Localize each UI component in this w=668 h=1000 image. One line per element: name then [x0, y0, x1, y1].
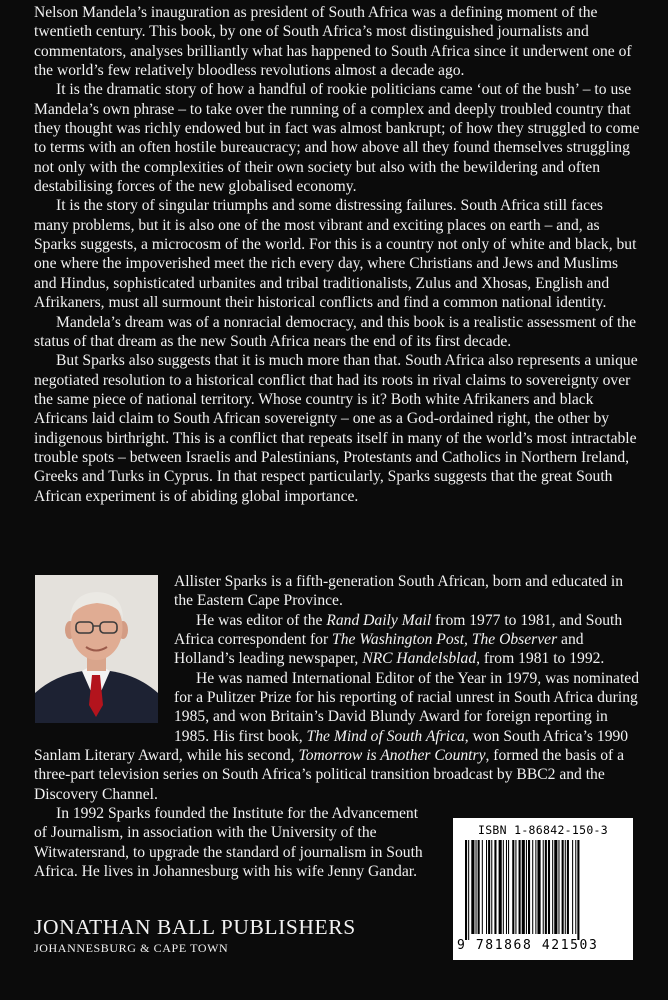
barcode-bar: [537, 840, 540, 934]
barcode-bar: [535, 840, 536, 934]
barcode-bar: [548, 840, 550, 934]
photo-wrap-spacer: [34, 572, 174, 727]
barcode-bar: [478, 840, 480, 934]
barcode-bar: [567, 840, 569, 934]
barcode-bar: [488, 840, 490, 934]
barcode-bar: [476, 840, 477, 934]
barcode-bar: [545, 840, 547, 934]
barcode-bar: [515, 840, 516, 934]
barcode-bar: [519, 840, 521, 934]
bio-p3-text-c: , won South Africa’s 1990 Sanlam Literary Award, while his second,: [34, 727, 629, 765]
bio-p2-title-rand-daily-mail: Rand Daily Mail: [326, 611, 432, 629]
blurb-paragraph-5: But Sparks also suggests that it is much more than that. South Africa also represents a unique negotiated resolution to a historical conflict that had its roots in rival claims to sovereignty over the same piece of national territory. Whose country is it? Both white Afrikaners and black Africans laid claim to South African sovereignty – one as a God-ordained right, the other by indigenous birthright. This is a conflict that repeats itself in many of the world’s most intractable trouble spots – between Israelis and Palestinians, Protestants and Catholics in Northern Ireland, Greeks and Turks in Cyprus. In that respect particularly, Sparks suggests that the great South African experiment is of abiding global importance.: [34, 352, 638, 505]
barcode-bar: [575, 840, 576, 934]
barcode-bar: [562, 840, 564, 934]
barcode-bar: [532, 840, 533, 934]
bio-paragraph-1: Allister Sparks is a fifth-generation South African, born and educated in the Eastern Cape Province.: [174, 573, 624, 610]
bio-p2-text-g: , from 1981 to 1992.: [476, 650, 605, 668]
bio-p2-text-c: from 1977 to 1981, and South Africa correspondent for: [174, 611, 623, 649]
bio-p3-text-e: , formed the basis of a three-part television series on South Africa’s political transition broadcast by BBC2 and the Discovery Channel.: [34, 747, 625, 803]
bio-p2-title-nrc-handelsblad: NRC Handelsblad: [362, 650, 477, 668]
barcode-bar: [522, 840, 525, 934]
isbn-barcode-box: [453, 818, 633, 960]
bio-p2-title-washington-post-observer: The Washington Post, The Observer: [332, 631, 558, 649]
barcode-bar: [526, 840, 527, 934]
blurb-paragraph-1: Nelson Mandela’s inauguration as president of South Africa was a defining moment of the twentieth century. This book, by one of South Africa’s most distinguished journalists and commentators, analyses brilliantly what has happened to South Africa since it underwent one of the world’s few relatively bloodless revolutions almost a decade ago.: [34, 4, 632, 80]
bio-paragraph-4: In 1992 Sparks founded the Institute for the Advancement of Journalism, in association with the University of the Witwatersrand, to upgrade the standard of journalism in South Africa. He lives in Johannesburg with his wife Jenny Gandar.: [34, 805, 423, 881]
barcode-bar: [494, 840, 496, 934]
barcode-bar: [482, 840, 483, 934]
barcode-bar: [499, 840, 502, 934]
bio-p3-text-a: He was named International Editor of the Year in 1979, was nominated for a Pulitzer Prize for his reporting of racial unrest in South Africa during 1985, and won Britain’s David Blundy Award for foreign reporting in 1985. His first book,: [174, 669, 640, 745]
barcode-bar: [577, 840, 579, 940]
bio-p2-text-a: He was editor of the: [196, 611, 327, 629]
barcode-bar: [506, 840, 507, 934]
bio-p3-title-mind-of-south-africa: The Mind of South Africa: [306, 727, 465, 745]
barcode-bar: [508, 840, 509, 934]
bio-p2-text-e: and Holland’s leading newspaper,: [174, 631, 584, 668]
publisher-city: JOHANNESBURG & CAPE TOWN: [34, 941, 229, 955]
isbn-digits: 9 781868 421503: [457, 938, 599, 953]
blurb-text: [34, 3, 640, 506]
publisher-name: JONATHAN BALL PUBLISHERS: [34, 915, 356, 939]
barcode-bar: [554, 840, 557, 934]
barcode-bar: [486, 840, 487, 934]
barcode-bar: [565, 840, 566, 934]
barcode-bar: [491, 840, 492, 934]
blurb-paragraph-3: It is the story of singular triumphs and some distressing failures. South Africa still faces many problems, but it is also one of the most vibrant and exciting places on earth – and, as Sparks suggests, a microcosm of the world. For this is a country not only of white and black, but one where the impoverished meet the rich every day, where Christians and Jews and Muslims and Hindus, sophisticated urbanites and tribal traditionalists, Zulus and Xhosas, English and Afrikaners, must all surmount their historical conflicts and find a common national identity.: [34, 197, 637, 312]
blurb-paragraph-2: It is the dramatic story of how a handful of rookie politicians came ‘out of the bush’ – to use Mandela’s own phrase – to take over the running of a complex and deeply troubled country that they thought was richly endowed but in fact was almost bankrupt; of how they struggled to come to terms with an often hostile bureaucracy; and how above all they found themselves struggling not only with the complexities of their own society but also with the bewildering and often destabilising forces of the new globalised economy.: [34, 81, 640, 196]
blurb-paragraph-4: Mandela’s dream was of a nonracial democracy, and this book is a realistic assessment of the status of that dream as the new South Africa nears the end of its first decade.: [34, 313, 637, 350]
barcode-icon: [465, 840, 625, 940]
barcode-bar: [465, 840, 467, 940]
barcode-bar: [528, 840, 530, 934]
barcode-bar: [468, 840, 469, 940]
barcode-bar: [543, 840, 544, 934]
bio-p3-title-tomorrow-is-another-country: Tomorrow is Another Country: [298, 747, 486, 765]
barcode-bar: [503, 840, 504, 934]
barcode-bar: [552, 840, 553, 934]
barcode-bar: [512, 840, 514, 934]
barcode-bar: [572, 840, 573, 934]
isbn-label: ISBN 1-86842-150-3: [477, 823, 609, 837]
barcode-bar: [558, 840, 559, 934]
barcode-bar: [471, 840, 474, 934]
